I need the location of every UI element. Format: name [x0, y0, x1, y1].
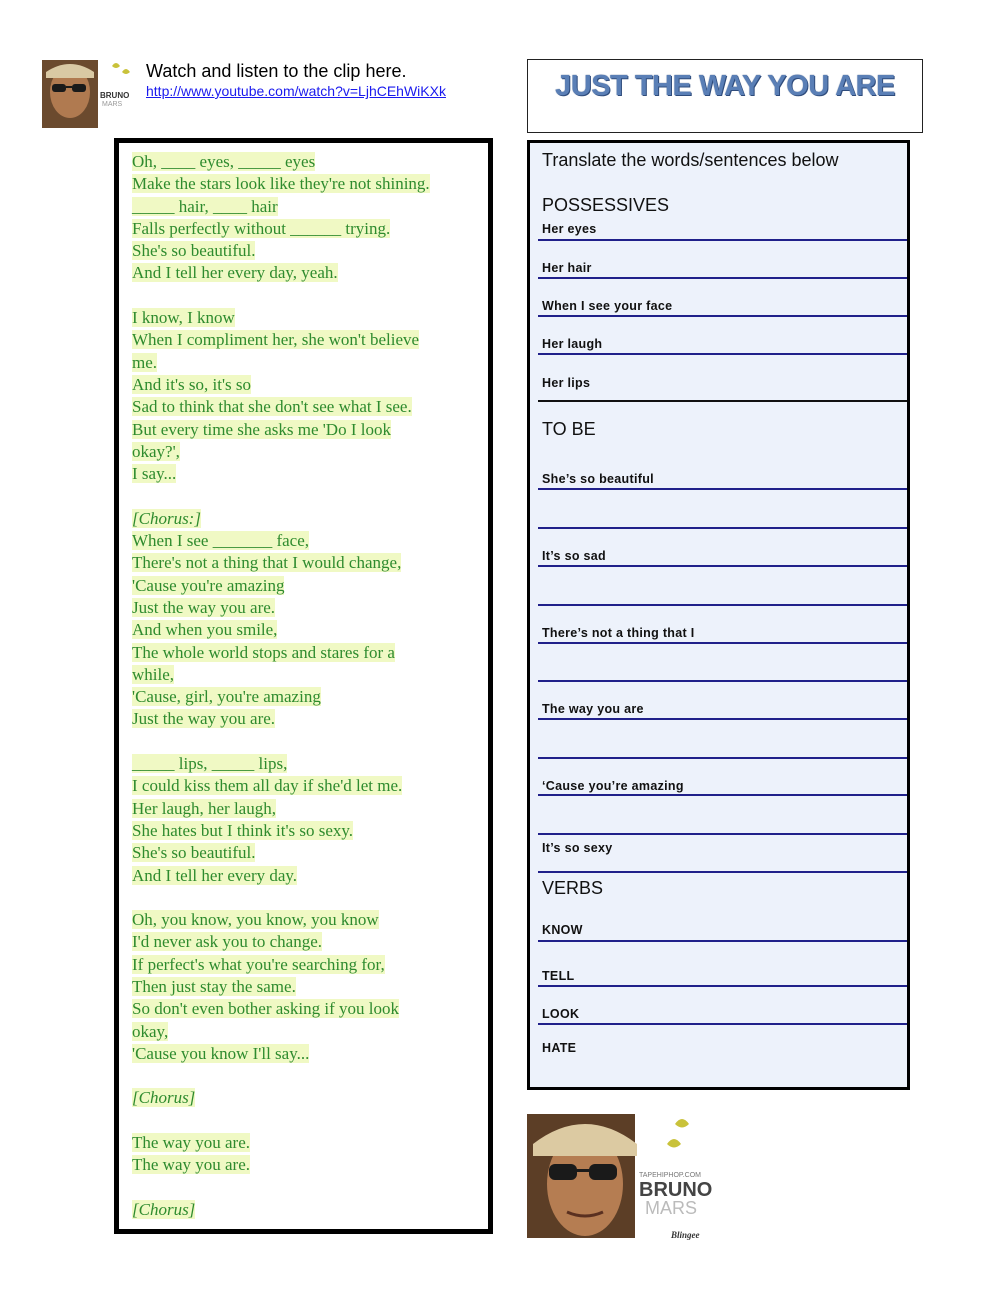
header-text [146, 60, 506, 100]
lyric-text: So don't even bother asking if you look [132, 999, 400, 1019]
lyric-line [132, 196, 477, 218]
answer-line[interactable] [538, 604, 907, 606]
thumb-brand-text: BRUNO [100, 91, 130, 100]
answer-line[interactable] [538, 680, 907, 682]
lyrics-stanza [132, 1087, 477, 1109]
page-title: JUST THE WAY YOU ARE [555, 70, 895, 102]
lyric-line [132, 1087, 477, 1109]
lyric-text: while, [132, 664, 175, 684]
lyric-line [132, 798, 477, 820]
lyric-line [132, 597, 477, 619]
lyrics-stanza [132, 1199, 477, 1221]
lyric-line [132, 374, 477, 396]
lyric-text: okay?', [132, 441, 180, 461]
lyric-text: Oh, you know, you know, you know [132, 910, 379, 930]
lyric-line [132, 530, 477, 552]
answer-line[interactable] [538, 794, 907, 796]
lyrics-text [132, 151, 477, 1244]
lyric-line [132, 1021, 477, 1043]
possessive-item: Her laugh [542, 337, 603, 351]
lyric-line [132, 619, 477, 641]
tobe-item: ‘Cause you’re amazing [542, 779, 684, 793]
verbs-heading: VERBS [542, 878, 604, 898]
tobe-heading: TO BE [542, 419, 596, 439]
translate-instruction: Translate the words/sentences below [542, 150, 839, 170]
verb-item: TELL [542, 969, 575, 983]
lyric-line [132, 842, 477, 864]
lyric-line [132, 865, 477, 887]
answer-line[interactable] [538, 718, 907, 720]
lyric-line [132, 240, 477, 262]
answer-line[interactable] [538, 400, 907, 402]
lyrics-stanza [132, 151, 477, 285]
lyric-text: _____ lips, _____ lips, [132, 754, 288, 774]
artist-photo [527, 1114, 717, 1242]
lyric-line [132, 1132, 477, 1154]
lyric-line [132, 396, 477, 418]
lyrics-stanza [132, 753, 477, 887]
lyric-text: When I compliment her, she won't believe [132, 330, 420, 350]
lyrics-stanza [132, 307, 477, 485]
lyric-line [132, 463, 477, 485]
answer-line[interactable] [538, 239, 907, 241]
answer-line[interactable] [538, 940, 907, 942]
possessive-item: Her lips [542, 376, 591, 390]
possessive-item: Her eyes [542, 222, 597, 236]
lyric-line [132, 552, 477, 574]
lyric-text: If perfect's what you're searching for, [132, 954, 385, 974]
answer-line[interactable] [538, 985, 907, 987]
answer-line[interactable] [538, 1023, 907, 1025]
lyric-text: There's not a thing that I would change, [132, 553, 402, 573]
lyrics-box [114, 138, 493, 1234]
lyrics-stanza [132, 909, 477, 1065]
lyric-text: Just the way you are. [132, 709, 276, 729]
lyric-line [132, 753, 477, 775]
lyric-line [132, 307, 477, 329]
lyric-line [132, 218, 477, 240]
lyric-text: 'Cause, girl, you're amazing [132, 687, 321, 707]
lyric-text: Then just stay the same. [132, 976, 296, 996]
verb-item: HATE [542, 1041, 577, 1055]
lyric-text: okay, [132, 1021, 169, 1041]
lyric-text: The way you are. [132, 1133, 251, 1153]
lyric-line [132, 775, 477, 797]
answer-line[interactable] [538, 833, 907, 835]
lyric-line [132, 173, 477, 195]
header-instruction: Watch and listen to the clip here. [146, 61, 407, 81]
tobe-item: It’s so sad [542, 549, 606, 563]
lyric-line [132, 909, 477, 931]
lyric-line [132, 1199, 477, 1221]
answer-line[interactable] [538, 527, 907, 529]
possessive-item: Her hair [542, 261, 592, 275]
lyric-text: Make the stars look like they're not shining. [132, 174, 430, 194]
lyric-text: The whole world stops and stares for a [132, 642, 395, 662]
answer-line[interactable] [538, 871, 907, 873]
lyric-text: _____ hair, ____ hair [132, 196, 278, 216]
lyric-line [132, 262, 477, 284]
video-link[interactable]: http://www.youtube.com/watch?v=LjhCEhWiKXk [146, 83, 446, 99]
lyric-text: She's so beautiful. [132, 843, 256, 863]
lyric-text: When I see _______ face, [132, 531, 310, 551]
tobe-item: The way you are [542, 702, 644, 716]
lyric-text: Her laugh, her laugh, [132, 798, 276, 818]
answer-line[interactable] [538, 757, 907, 759]
lyric-line [132, 151, 477, 173]
lyrics-stanza [132, 508, 477, 731]
lyric-text: [Chorus] [132, 1199, 196, 1219]
lyric-line [132, 508, 477, 530]
photo-signature: Blingee [671, 1230, 700, 1240]
lyric-text: Oh, ____ eyes, _____ eyes [132, 152, 316, 171]
possessives-heading: POSSESSIVES [542, 195, 670, 215]
lyric-text: 'Cause you're amazing [132, 575, 285, 595]
lyric-text: [Chorus:] [132, 508, 201, 528]
lyric-line [132, 642, 477, 664]
lyric-line [132, 441, 477, 463]
answer-line[interactable] [538, 353, 907, 355]
verb-item: KNOW [542, 923, 583, 937]
lyric-line [132, 708, 477, 730]
tobe-item: She’s so beautiful [542, 472, 654, 486]
lyric-line [132, 352, 477, 374]
lyric-line [132, 931, 477, 953]
answer-line[interactable] [538, 488, 907, 490]
lyric-line [132, 686, 477, 708]
lyric-text: And I tell her every day. [132, 865, 298, 885]
lyric-line [132, 575, 477, 597]
lyric-text: And I tell her every day, yeah. [132, 263, 338, 283]
verb-item: LOOK [542, 1007, 580, 1021]
lyric-text: Falls perfectly without ______ trying. [132, 218, 391, 238]
photo-caption: TAPEHIPHOP.COM [639, 1172, 701, 1179]
lyric-text: [Chorus] [132, 1088, 196, 1108]
lyric-text: Just the way you are. [132, 597, 276, 617]
header-thumbnail [42, 58, 136, 130]
lyric-text: I could kiss them all day if she'd let me. [132, 776, 403, 796]
lyrics-stanza [132, 1132, 477, 1177]
lyric-text: And when you smile, [132, 620, 278, 640]
lyric-text: She hates but I think it's so sexy. [132, 820, 354, 840]
lyric-line [132, 976, 477, 998]
lyric-text: The way you are. [132, 1155, 251, 1175]
lyric-line [132, 664, 477, 686]
lyric-text: And it's so, it's so [132, 374, 252, 394]
lyric-text: I say... [132, 464, 177, 484]
lyric-line [132, 419, 477, 441]
lyric-line [132, 820, 477, 842]
photo-name-line2: MARS [645, 1198, 698, 1218]
lyric-text: Sad to think that she don't see what I see. [132, 397, 412, 417]
lyric-line [132, 1043, 477, 1065]
svg-text:MARS: MARS [102, 101, 123, 108]
translate-box [527, 140, 910, 1090]
photo-name-line1: BRUNO [639, 1179, 713, 1201]
lyric-text: 'Cause you know I'll say... [132, 1043, 310, 1063]
title-box [527, 59, 923, 133]
tobe-item: There’s not a thing that I [542, 626, 695, 640]
lyric-text: me. [132, 352, 158, 372]
lyric-line [132, 998, 477, 1020]
lyric-line [132, 954, 477, 976]
lyric-text: I know, I know [132, 308, 235, 328]
lyric-line [132, 1154, 477, 1176]
answer-line[interactable] [538, 565, 907, 567]
lyric-line [132, 329, 477, 351]
lyric-text: But every time she asks me 'Do I look [132, 419, 391, 439]
answer-line[interactable] [538, 642, 907, 644]
lyric-text: I'd never ask you to change. [132, 932, 322, 952]
possessive-item: When I see your face [542, 299, 673, 313]
tobe-item: It’s so sexy [542, 841, 613, 855]
answer-line[interactable] [538, 277, 907, 279]
lyric-text: She's so beautiful. [132, 241, 256, 261]
answer-line[interactable] [538, 315, 907, 317]
